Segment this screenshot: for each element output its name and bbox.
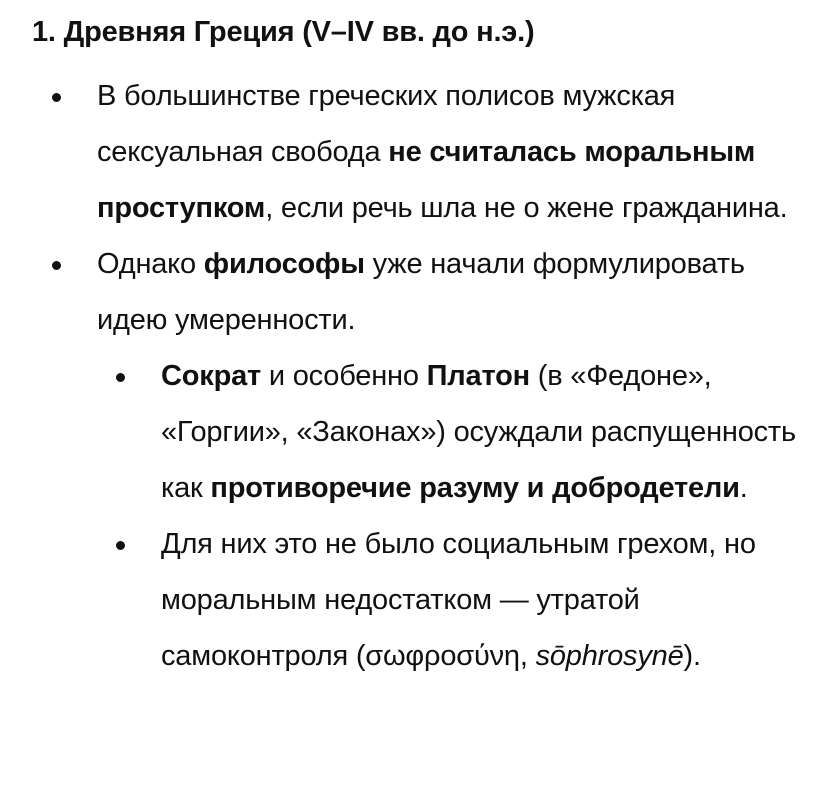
text-segment: Для них это не было социальным грехом, но моральным недостатком — утратой самоконтроля (σωφροσύνη, <box>161 528 756 672</box>
text-segment: В большинстве греческих полисов мужская сексуальная свобода <box>97 80 676 168</box>
nested-list-item <box>32 348 796 516</box>
list-item <box>32 68 796 236</box>
bullet-icon <box>116 541 125 550</box>
text-segment: ). <box>683 640 701 672</box>
text-segment: (в «Федоне», «Горгии», «Законах») осуждали распущенность как <box>161 360 796 504</box>
bold-text-segment: Сократ <box>161 360 262 392</box>
text-segment: , если речь шла не о жене гражданина. <box>265 192 788 224</box>
nested-list-item <box>32 516 796 684</box>
bold-text-segment: философы <box>203 248 365 280</box>
bold-text-segment: противоречие разуму и добродетели <box>210 472 740 504</box>
bold-text-segment: Платон <box>426 360 530 392</box>
bullet-icon <box>52 261 61 270</box>
bullet-icon <box>52 93 61 102</box>
list-item <box>32 236 796 348</box>
text-segment: уже начали формулировать идею умеренности. <box>97 248 745 336</box>
bullet-icon <box>116 373 125 382</box>
text-segment: и особенно <box>261 360 427 392</box>
text-segment: . <box>739 472 748 504</box>
bold-text-segment: не считалась моральным проступком <box>97 136 756 224</box>
italic-text-segment: sōphrosynē <box>535 640 684 672</box>
text-segment: Однако <box>97 248 204 280</box>
section-heading: 1. Древняя Греция (V–IV вв. до н.э.) <box>32 16 535 48</box>
